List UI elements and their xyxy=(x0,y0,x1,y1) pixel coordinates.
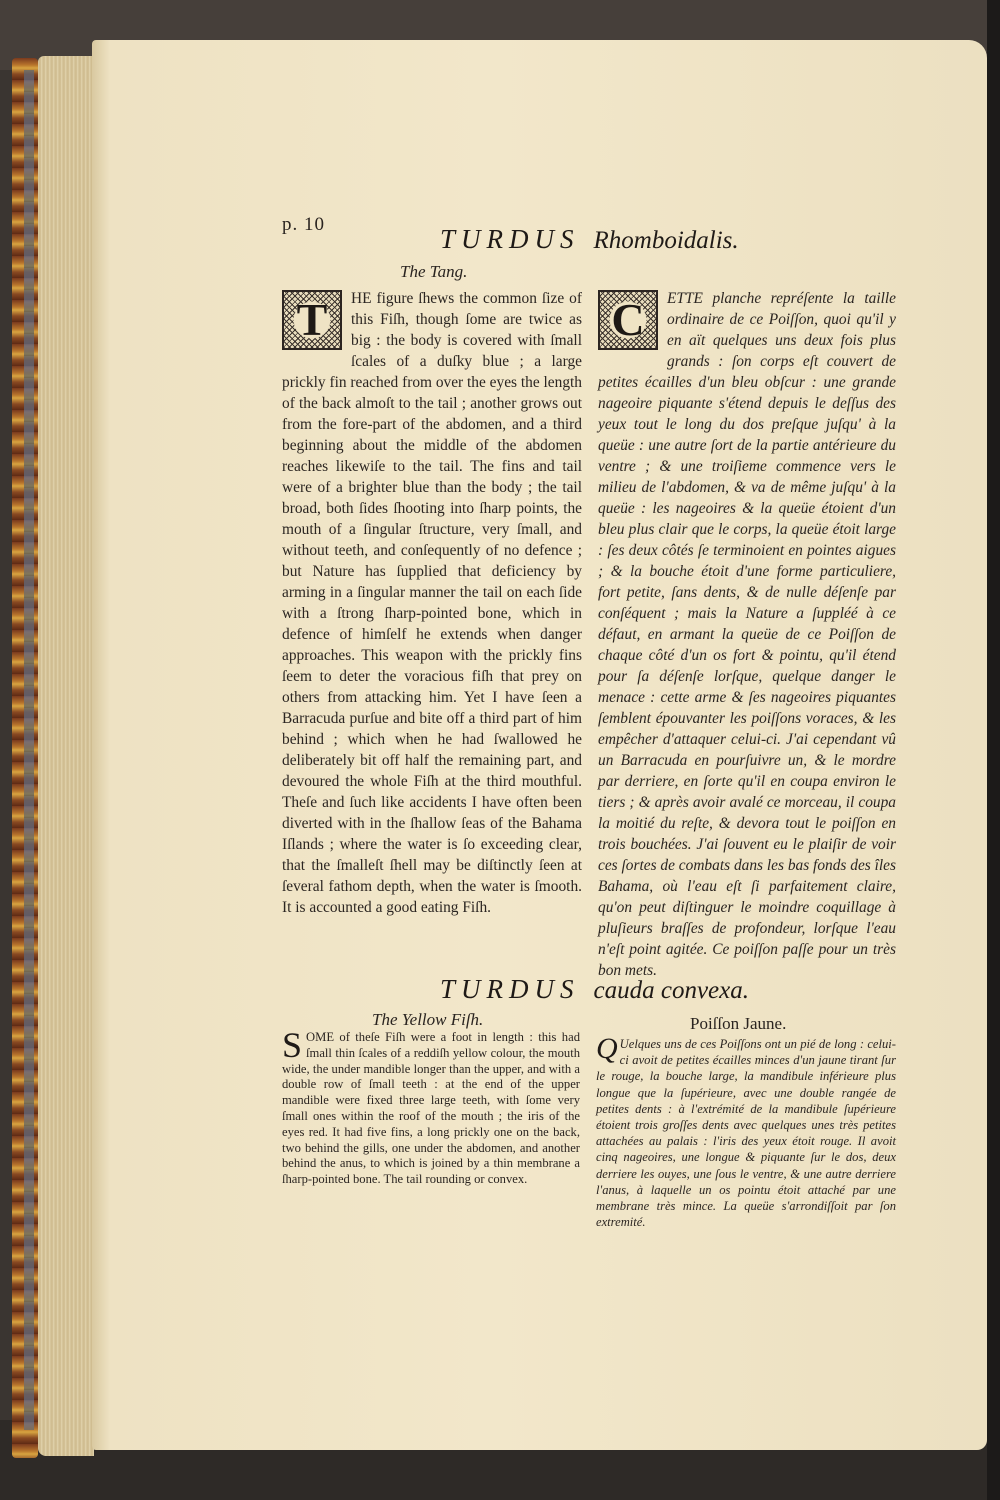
section2-english-text: OME of theſe Fiſh were a foot in length : this had ſmall thin ſcales of a reddiſh yellow colour, the mouth wide, the under mandible longer than the upper, and with a double row of ſmall teeth : at the end of the upper mandible were fixed three large teeth, with ſome very ſmall ones within the roof of the mouth ; the iris of the eyes red. It had five fins, a long prickly one on the back, two behind the gills, one under the abdomen, and another behind the anus, to which is joined by a thin membrane a ſharp-pointed bone. The tail rounding or convex. xyxy=(282,1030,580,1187)
section1-english-text: HE figure ſhews the common ſize of this Fiſh, though ſome are twice as big : the body is covered with ſmall ſcales of a duſky blue ; a large prickly fin reached from over the eyes the length of the back almoſt to the tail ; another grows out from the fore-part of the abdomen, and a third beginning about the middle of the abdomen reaches likewiſe to the tail. The fins and tail were of a brighter blue than the body ; the tail broad, both ſides ſhooting into ſharp points, the mouth of a ſingular ſtructure, very ſmall, and without teeth, and conſequently of no defence ; but Nature has ſupplied that deficiency by arming in a ſingular manner the tail on each ſide with a ſtrong ſharp-pointed bone, which in defence of himſelf he extends when danger approaches. This weapon with the prickly fins ſeem to deter the voracious fiſh that prey on others from attacking him. Yet I have ſeen a Barracuda purſue and bite off a third part of him behind ; which when he had ſwallowed he deliberately bit off half the remaining part, and devoured the whole Fiſh at the third mouthful. Theſe and ſuch like accidents I have often been diverted with in the ſhallow ſeas of the Bahama Iſlands ; where the water is ſo exceeding clear, that the ſmalleſt ſhell may be diſtinctly ſeen at ſeveral fathom depth, when the water is ſmooth. It is accounted a good eating Fiſh. xyxy=(282,290,582,916)
section2-french-text: Uelques uns de ces Poiſſons ont un pié de long : celui-ci avoit de petites écailles minces d'un jaune tirant ſur le rouge, la bouche large, la mandibule inférieure plus longue que la ſupérieure, avec une double rangée de petites dents : à l'extrémité de la mandibule ſupérieure étoient trois groſſes dents avec quelques unes très petites attachées au palais : l'iris des yeux étoit rouge. Il avoit cinq nageoires, une longue & piquante ſur le dos, deux derriere les ouyes, une ſous le ventre, & une autre derriere l'anus, à laquelle un os pointu étoit attaché par une membrane très mince. La queüe s'arrondiſſoit par ſon extremité. xyxy=(596,1037,896,1230)
decorated-initial-t: T xyxy=(282,290,342,350)
section2-title-latin: cauda convexa. xyxy=(593,977,749,1004)
section2-title xyxy=(440,974,749,1005)
section2-french-subtitle: Poiſſon Jaune. xyxy=(690,1014,787,1033)
decorated-initial-c: C xyxy=(598,290,658,350)
binding-marbling xyxy=(24,70,34,1430)
facing-page-shadow xyxy=(987,0,1000,1500)
section1-title xyxy=(440,224,739,255)
section1-english-subtitle: The Tang. xyxy=(400,262,468,281)
section1-french-text: ETTE planche repréſente la taille ordinaire de ce Poiſſon, quoi qu'il y en aït quelques uns deux fois plus grands : ſon corps eſt couvert de petites écailles d'un bleu obſcur : une grande nageoire piquante s'étend depuis le deſſus des yeux tout le long du dos preſque juſqu' à la queüe : une autre ſort de la partie antérieure du ventre ; & une troiſieme commence vers le milieu de l'abdomen, & va de même juſqu' à la queüe : les nageoires & la queüe étoient d'un bleu plus clair que le corps, la queüe étoit large : ſes deux côtés ſe terminoient en pointes aigues ; & la bouche étoit d'une forme particuliere, fort petite, ſans dents, & de nulle déſenſe par conſéquent ; mais la Nature a ſuppléé à ce défaut, en armant la queüe de ce Poiſſon de chaque côté d'un os fort & pointu, qu'il étend pour ſa déſenſe lorſque, quelque danger le menace : cette arme & ſes nageoires piquantes ſemblent épouvanter les poiſſons voraces, & les empêcher d'attaquer celui-ci. J'ai cependant vû un Barracuda en pourſuivre un, & le mordre par derriere, en ſorte qu'il en coupa environ le tiers ; & après avoir avalé ce morceau, il coupa la moitié du reſte, & devora tout le poiſſon en trois bouchées. J'ai ſouvent eu le plaiſir de voir ces ſortes de combats dans les bas fonds des îles Bahama, où l'eau eſt ſi parfaitement claire, qu'on peut diſtinguer le moindre coquillage à pluſieurs braſſes de profondeur, lorſque l'eau n'eſt point agitée. Ce poiſſon paſſe pour un très bon mets. xyxy=(598,290,896,979)
page-edges xyxy=(38,56,94,1456)
section2-english-subtitle: The Yellow Fiſh. xyxy=(372,1010,484,1029)
section2-english-column xyxy=(282,1025,580,1188)
section2-french-column xyxy=(596,1032,896,1230)
section1-french-column xyxy=(598,288,896,981)
initial-s: S xyxy=(282,1025,303,1065)
section1-title-caps: TURDUS xyxy=(440,224,580,254)
section2-title-caps: TURDUS xyxy=(440,974,580,1004)
page-reference: p. 10 xyxy=(282,214,325,235)
section1-title-latin: Rhomboidalis. xyxy=(593,227,739,254)
section1-english-column xyxy=(282,288,582,918)
initial-q: Q xyxy=(596,1032,618,1065)
